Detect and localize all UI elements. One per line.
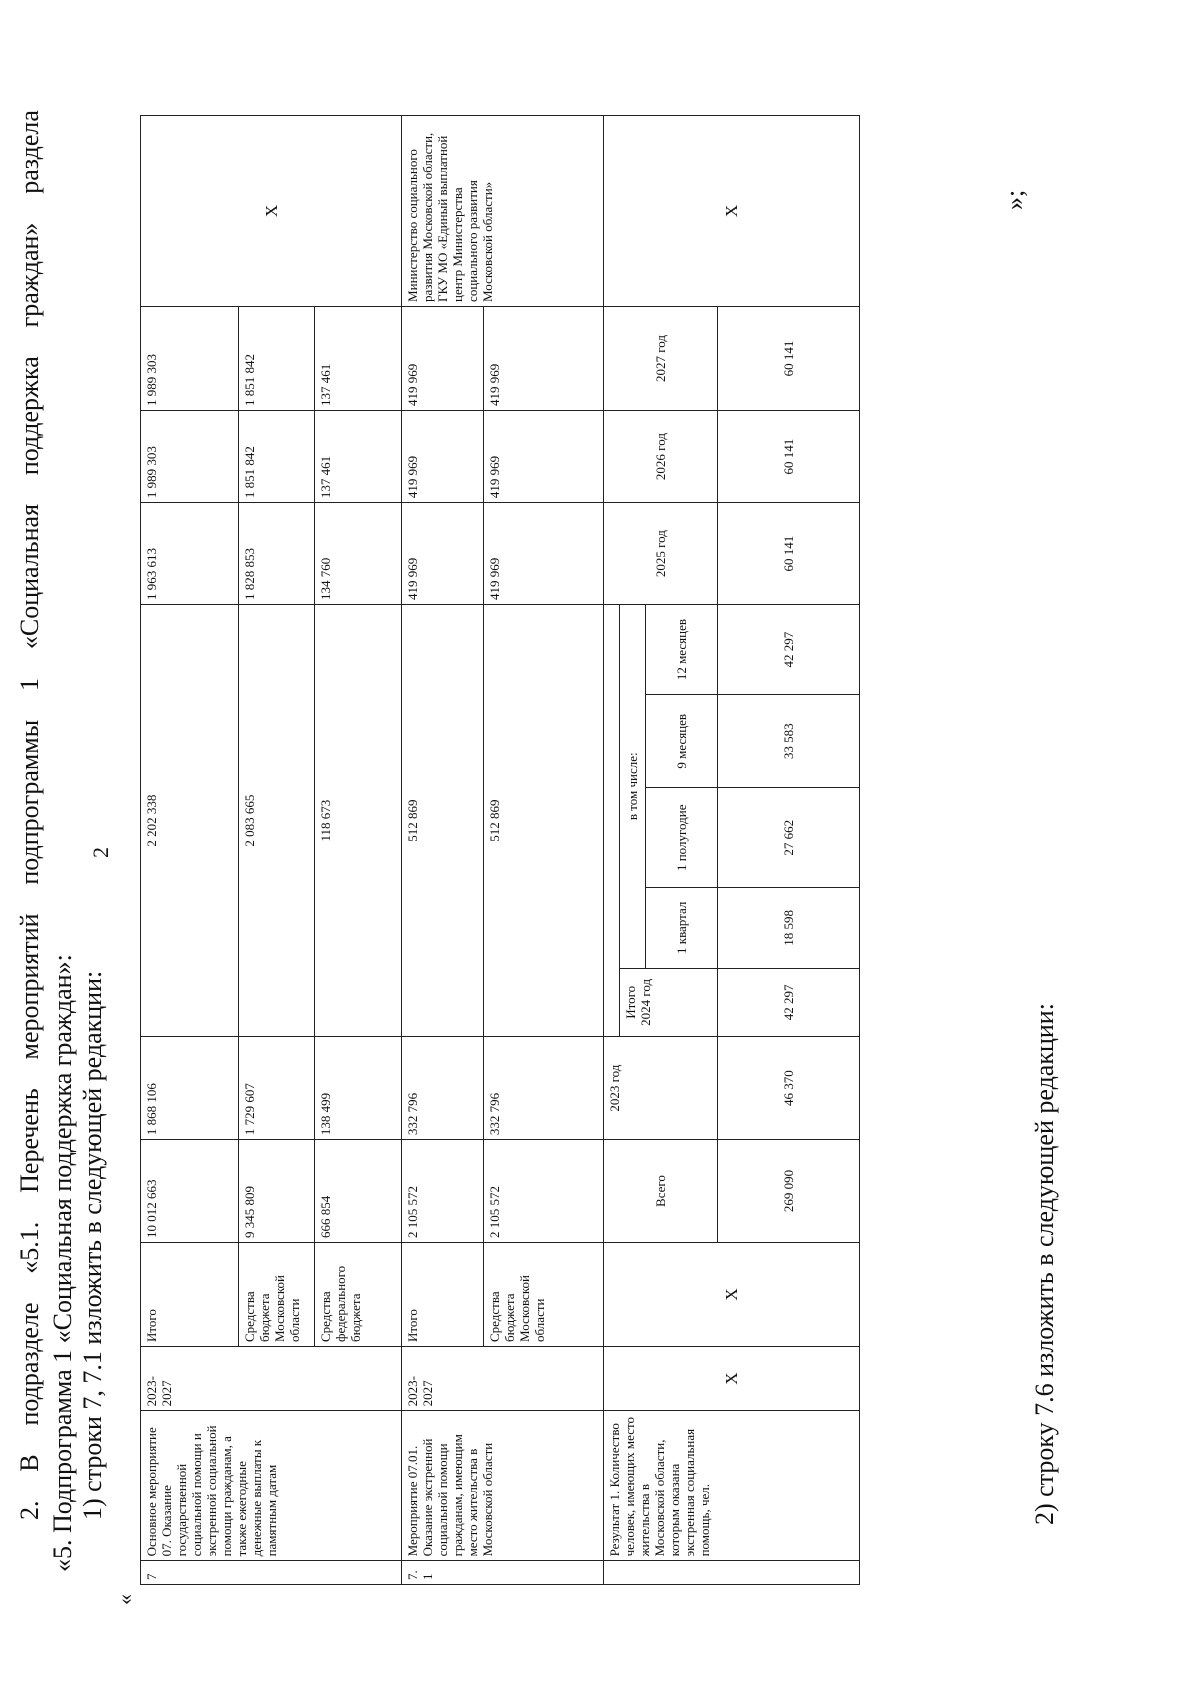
intro-word: Перечень [15,1088,44,1193]
value-cell: 27 662 [718,788,860,888]
header-year-2026: 2026 год [603,410,717,502]
funding-source: Средства бюджета Московской области [239,1242,315,1346]
header-h1: 1 полугодие [646,788,718,888]
value-cell: 18 598 [718,888,860,968]
value-cell: 10 012 663 [141,1140,239,1243]
intro-word: граждан» [15,222,44,328]
header-including: в том числе: [620,605,646,969]
value-cell: 2 105 572 [484,1140,604,1243]
result-name: Результат 1. Количество человек, имеющих место жительства в Московской области, которым оказана экстренная социальная помощь, чел. [603,1411,859,1561]
open-quote: « [112,1594,137,1605]
header-total: Всего [603,1140,717,1243]
value-cell: 2 083 665 [239,605,315,1037]
value-cell: 1 828 853 [239,503,315,605]
value-cell: 134 760 [315,503,402,605]
value-cell: 9 345 809 [239,1140,315,1243]
value-cell: 1 868 106 [141,1037,239,1140]
value-cell: 2 105 572 [402,1140,484,1243]
source-cell: X [603,1242,859,1346]
value-cell: 1 851 842 [239,410,315,502]
value-cell: 118 673 [315,605,402,1037]
value-cell: 419 969 [402,306,484,410]
value-cell: 42 297 [718,968,860,1037]
intro-line-2: «5. Подпрограмма 1 «Социальная поддержка граждан»: [48,954,77,1572]
page-number-text: 2 [88,847,113,858]
intro-word: 2. [15,1500,44,1520]
intro-word: подразделе [15,1302,44,1426]
header-q1: 1 квартал [646,888,718,968]
intro-word: 1 [15,677,44,691]
period-cell: X [603,1346,859,1410]
header-year-2023: 2023 год [603,1037,717,1140]
value-cell: 2 202 338 [141,605,239,1037]
value-cell: 60 141 [718,410,860,502]
bottom-instruction: 2) строку 7.6 изложить в следующей редакции: [1030,1003,1059,1525]
intro-word: раздела [15,110,44,194]
measures-table [140,115,860,1585]
measure-name: Мероприятие 07.01. Оказание экстренной социальной помощи гражданам, имеющим место жительства в Московской области [402,1411,604,1561]
close-quote: »; [1000,189,1029,210]
table-row [603,116,619,1585]
value-cell: 1 989 303 [141,410,239,502]
value-cell: 419 969 [402,503,484,605]
header-12-months: 12 месяцев [646,605,718,695]
funding-source: Итого [141,1242,239,1346]
intro-word: поддержка [15,356,44,476]
header-year-2027: 2027 год [603,306,717,410]
measure-name: Основное мероприятие 07. Оказание государственной социальной помощи и экстренной социальной помощи гражданам, а также ежегодные денежные выплаты к памятным датам [141,1411,402,1561]
value-cell: 419 969 [484,503,604,605]
intro-line-1 [15,110,45,1520]
period-cell: 2023-2027 [141,1346,402,1410]
rotated-page-content [10,110,1090,1690]
value-cell: 1 989 303 [141,306,239,410]
value-cell: 332 796 [402,1037,484,1140]
table-row [402,116,484,1585]
row-number: 7.1 [402,1561,604,1585]
value-cell: 33 583 [718,695,860,788]
header-year-2025: 2025 год [603,503,717,605]
responsible-cell: X [141,116,402,307]
header-year-2024: Итого 2024 год [620,968,718,1037]
intro-word: «5.1. [15,1221,44,1274]
value-cell: 60 141 [718,306,860,410]
funding-source: Итого [402,1242,484,1346]
value-cell: 269 090 [718,1140,860,1243]
value-cell: 1 729 607 [239,1037,315,1140]
funding-source: Средства федерального бюджета [315,1242,402,1346]
value-cell: 512 869 [402,605,484,1037]
value-cell: 512 869 [484,605,604,1037]
value-cell: 42 297 [718,605,860,695]
value-cell: 138 499 [315,1037,402,1140]
value-cell: 666 854 [315,1140,402,1243]
intro-line-3: 1) строки 7, 7.1 изложить в следующей редакции: [78,970,107,1520]
intro-word: «Социальная [15,503,44,650]
funding-source: Средства бюджета Московской области [484,1242,604,1346]
table-row [141,116,239,1585]
value-cell: 46 370 [718,1037,860,1140]
value-cell: 419 969 [484,306,604,410]
row-number: 7 [141,1561,402,1585]
intro-word: В [15,1454,44,1472]
value-cell: 137 461 [315,306,402,410]
responsible-cell: Министерство социального развития Московской области, ГКУ МО «Единый выплатной центр Министерства социального развития Московской области» [402,116,604,307]
value-cell: 419 969 [402,410,484,502]
responsible-cell: X [603,116,859,307]
value-cell: 1 851 842 [239,306,315,410]
value-cell: 332 796 [484,1037,604,1140]
value-cell: 1 963 613 [141,503,239,605]
value-cell: 419 969 [484,410,604,502]
intro-word: подпрограммы [15,719,44,885]
value-cell: 137 461 [315,410,402,502]
value-cell: 60 141 [718,503,860,605]
header-9-months: 9 месяцев [646,695,718,788]
intro-word: мероприятий [15,913,44,1060]
period-cell: 2023-2027 [402,1346,604,1410]
